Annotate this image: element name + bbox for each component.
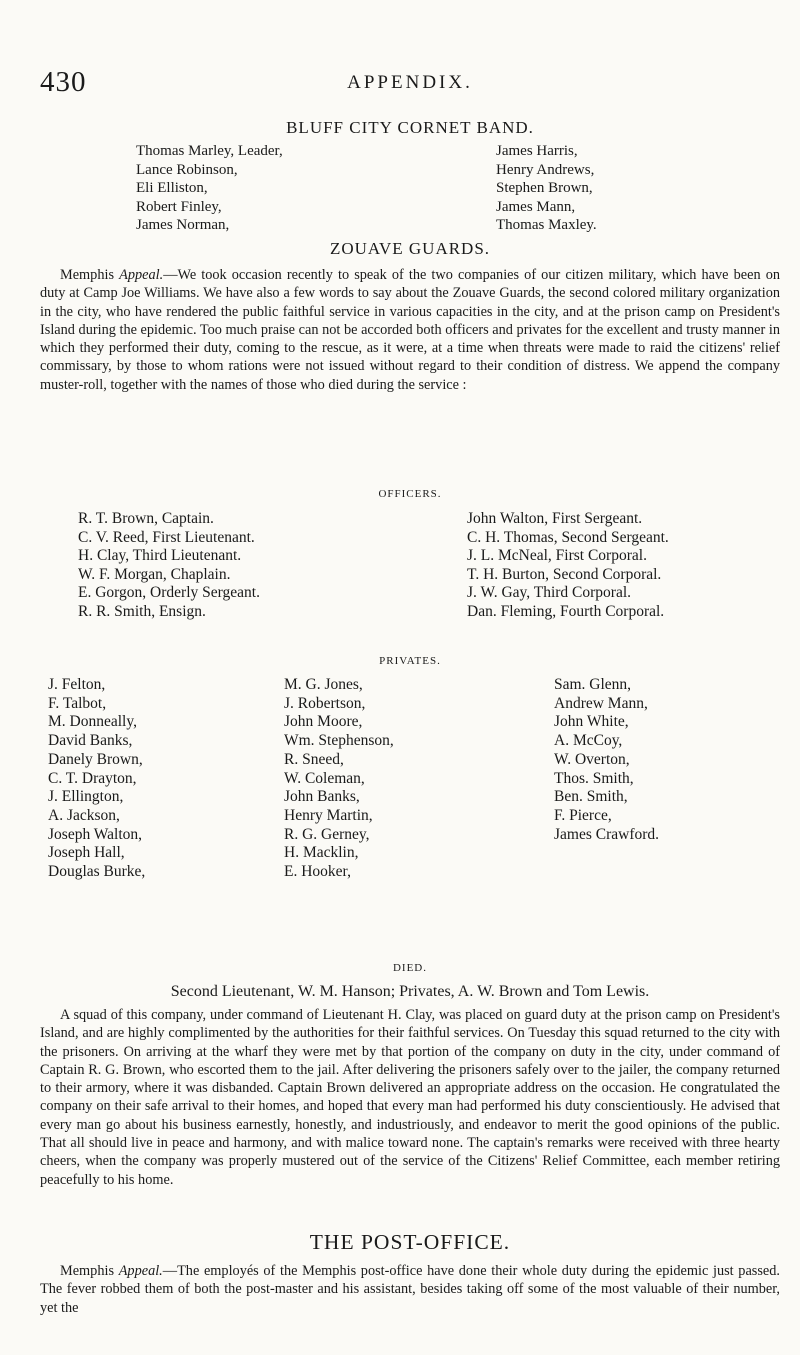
- officers-right-column: [467, 510, 669, 622]
- private-entry: F. Pierce,: [554, 806, 612, 824]
- privates-heading: PRIVATES.: [379, 655, 441, 667]
- officer-entry: T. H. Burton, Second Corporal.: [467, 565, 662, 583]
- officers-heading: OFFICERS.: [378, 488, 442, 500]
- zouave-heading: ZOUAVE GUARDS.: [329, 239, 491, 258]
- private-entry: W. Overton,: [554, 750, 630, 768]
- private-entry: Joseph Walton,: [48, 825, 143, 843]
- privates-column-3: [554, 676, 659, 844]
- private-entry: Henry Martin,: [284, 806, 373, 824]
- private-entry: J. Ellington,: [48, 788, 124, 806]
- died-heading: DIED.: [392, 962, 428, 974]
- band-member: Thomas Maxley.: [496, 217, 597, 233]
- died-list: Second Lieutenant, W. M. Hanson; Privates, A. W. Brown and Tom Lewis.: [170, 983, 650, 1000]
- private-entry: H. Macklin,: [284, 844, 359, 862]
- private-entry: A. Jackson,: [48, 806, 120, 824]
- private-entry: A. McCoy,: [554, 732, 623, 750]
- officer-entry: John Walton, First Sergeant.: [467, 510, 643, 527]
- officers-left-column: [78, 510, 260, 622]
- privates-column-2: [284, 676, 394, 882]
- band-member: Lance Robinson,: [136, 161, 238, 178]
- officer-entry: R. R. Smith, Ensign.: [78, 602, 206, 620]
- band-member: James Harris,: [496, 143, 578, 159]
- private-entry: James Crawford.: [554, 825, 660, 843]
- squad-paragraph: A squad of this company, under command of Lieutenant H. Clay, was placed on guard duty at the prison camp on President's Island, and are highly complimented by the authorities for their faithful services. On Tuesday this squad returned to the city with the prisoners. On arriving at the wharf they were met by that portion of the company on duty in the city, under command of Captain R. G. Brown, who escorted them to the jail. After delivering the prisoners safely over to the jailer, the company returned to their armory, where it was disbanded. Captain Brown delivered an appropriate address on the occasion. He congratulated the company on their safe arrival to their homes, and hoped that every man had performed his duty conscientiously. He advised that every man go about his business earnestly, honestly, and industriously, and endeavor to merit the good opinions of the public. That all should live in peace and harmony, and with malice toward none. The captain's remarks were received with three hearty cheers, when the company was properly mustered out of the service of the Citizens' Relief Committee, each member retiring peacefully to his home.: [40, 1007, 780, 1188]
- officer-entry: W. F. Morgan, Chaplain.: [78, 565, 231, 583]
- postoffice-paper: Appeal.: [118, 1263, 163, 1279]
- private-entry: Danely Brown,: [48, 750, 143, 768]
- officer-entry: J. L. McNeal, First Corporal.: [467, 547, 647, 565]
- zouave-intro-paragraph: [40, 266, 780, 394]
- officer-entry: Dan. Fleming, Fourth Corporal.: [467, 602, 665, 620]
- private-entry: John White,: [554, 713, 629, 731]
- band-heading: BLUFF CITY CORNET BAND.: [286, 118, 534, 137]
- private-entry: David Banks,: [48, 732, 133, 750]
- officer-entry: C. H. Thomas, Second Sergeant.: [467, 528, 669, 546]
- private-entry: E. Hooker,: [284, 863, 351, 881]
- intro-text: —We took occasion recently to speak of the two companies of our citizen military, which have been on duty at Camp Joe Williams. We have also a few words to say about the Zouave Guards, the second colored military organization in the city, who have rendered the public faithful service in various capacities in the city, and at the prison camp on President's Island during the epidemic. Too much praise can not be accorded both officers and privates for the excellent and trusty manner in which they performed their duty, coming to the rescue, as it were, at a time when threats were made to raid the citizens' relief commissary, by those to whom rations were not issued without regard to their condition of distress. We append the company muster-roll, together with the names of those who died during the service :: [40, 267, 780, 393]
- private-entry: J. Robertson,: [284, 694, 366, 712]
- band-member: Stephen Brown,: [496, 180, 593, 196]
- private-entry: C. T. Drayton,: [48, 769, 137, 787]
- private-entry: Ben. Smith,: [554, 788, 628, 806]
- postoffice-paragraph: [40, 1262, 780, 1317]
- private-entry: Douglas Burke,: [48, 863, 146, 881]
- private-entry: J. Felton,: [48, 676, 106, 693]
- band-left-column: [136, 142, 283, 235]
- private-entry: Sam. Glenn,: [554, 676, 632, 693]
- band-member: Henry Andrews,: [496, 161, 595, 178]
- intro-paper: Appeal.: [119, 267, 164, 283]
- page-header: [40, 66, 780, 106]
- private-entry: Thos. Smith,: [554, 769, 634, 787]
- officer-entry: J. W. Gay, Third Corporal.: [467, 584, 632, 602]
- band-member: Robert Finley,: [136, 198, 222, 215]
- postoffice-text: —The employés of the Memphis post-office have done their whole duty during the epidemic just passed. The fever robbed them of both the post-master and his assistant, besides taking off some of the most valuable of their number, yet the: [40, 1263, 780, 1316]
- officer-entry: C. V. Reed, First Lieutenant.: [78, 528, 255, 546]
- intro-source: Memphis: [60, 267, 115, 283]
- officer-entry: E. Gorgon, Orderly Sergeant.: [78, 584, 260, 602]
- band-right-column: [496, 142, 597, 235]
- band-member: James Mann,: [496, 198, 576, 215]
- private-entry: M. G. Jones,: [284, 676, 363, 693]
- band-member: Thomas Marley, Leader,: [136, 143, 283, 159]
- page-number: 430: [40, 66, 87, 98]
- private-entry: F. Talbot,: [48, 694, 107, 712]
- postoffice-source: Memphis: [60, 1263, 115, 1279]
- officer-entry: R. T. Brown, Captain.: [78, 510, 214, 527]
- private-entry: R. G. Gerney,: [284, 825, 370, 843]
- private-entry: R. Sneed,: [284, 750, 344, 768]
- private-entry: W. Coleman,: [284, 769, 365, 787]
- postoffice-heading: THE POST-OFFICE.: [309, 1230, 511, 1254]
- band-member: James Norman,: [136, 217, 230, 233]
- privates-column-1: [48, 676, 145, 882]
- private-entry: Joseph Hall,: [48, 844, 125, 862]
- private-entry: John Moore,: [284, 713, 363, 731]
- private-entry: Wm. Stephenson,: [284, 732, 394, 750]
- private-entry: M. Donneally,: [48, 713, 137, 731]
- running-title: APPENDIX.: [347, 72, 473, 93]
- band-member: Eli Elliston,: [136, 180, 208, 196]
- private-entry: John Banks,: [284, 788, 360, 806]
- private-entry: Andrew Mann,: [554, 694, 648, 712]
- officer-entry: H. Clay, Third Lieutenant.: [78, 547, 242, 565]
